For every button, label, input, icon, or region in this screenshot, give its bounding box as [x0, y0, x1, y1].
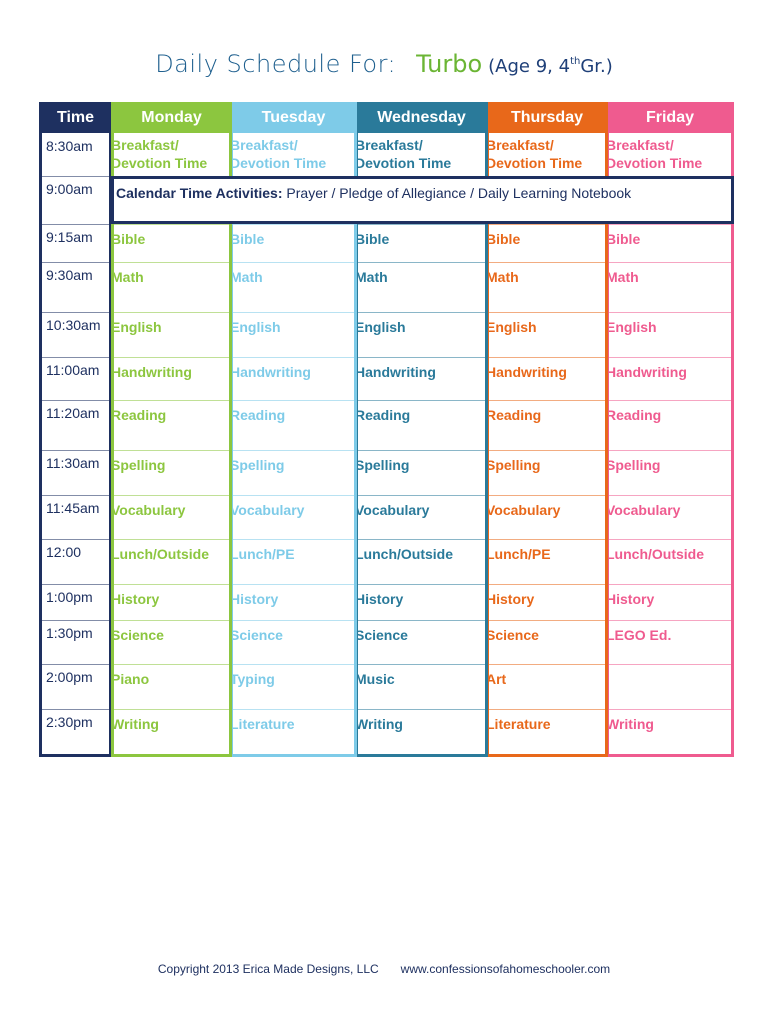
- time-cell: 2:00pm: [46, 669, 93, 685]
- subject-cell-thursday: Handwriting: [486, 364, 567, 380]
- time-cell: 1:00pm: [46, 589, 93, 605]
- breakfast-cell-monday: [111, 136, 207, 172]
- header-monday: Monday: [111, 102, 232, 133]
- row-divider: [358, 620, 485, 621]
- row-divider: [609, 312, 731, 313]
- subject-cell-friday: Bible: [606, 231, 641, 247]
- row-divider: [42, 262, 109, 263]
- row-divider: [42, 224, 109, 225]
- subject-cell-friday: LEGO Ed.: [606, 627, 672, 643]
- row-divider: [114, 312, 229, 313]
- subject-cell-monday: Handwriting: [111, 364, 192, 380]
- row-divider: [114, 584, 229, 585]
- footer: [0, 962, 768, 976]
- row-divider: [114, 450, 229, 451]
- subject-cell-tuesday: Math: [230, 269, 263, 285]
- subject-cell-wednesday: Bible: [355, 231, 390, 247]
- calendar-time-label: Calendar Time Activities:: [116, 185, 283, 201]
- row-divider: [489, 312, 605, 313]
- subject-cell-monday: Piano: [111, 671, 150, 687]
- row-divider: [233, 620, 354, 621]
- title-age: [488, 56, 613, 77]
- footer-copyright: Copyright 2013 Erica Made Designs, LLC: [157, 962, 379, 976]
- subject-cell-thursday: Reading: [486, 407, 542, 423]
- row-divider: [609, 224, 731, 225]
- title-prefix: Daily Schedule For:: [155, 50, 397, 78]
- column-time: [39, 102, 112, 757]
- subject-cell-thursday: Lunch/PE: [486, 546, 551, 562]
- breakfast-cell-thursday: [486, 136, 582, 172]
- row-divider: [114, 709, 229, 710]
- row-divider: [489, 450, 605, 451]
- row-divider: [233, 664, 354, 665]
- row-divider: [609, 620, 731, 621]
- subject-cell-friday: Vocabulary: [606, 502, 681, 518]
- row-divider: [114, 620, 229, 621]
- subject-cell-wednesday: Music: [355, 671, 395, 687]
- subject-cell-thursday: Art: [486, 671, 507, 687]
- page-title: [0, 50, 768, 78]
- time-cell: 11:45am: [46, 500, 100, 516]
- time-cell: 9:15am: [46, 229, 93, 245]
- subject-cell-thursday: English: [486, 319, 537, 335]
- breakfast-line-2: Devotion Time: [606, 155, 703, 171]
- row-divider: [358, 357, 485, 358]
- subject-cell-friday: Writing: [606, 716, 654, 732]
- time-cell: 8:30am: [46, 138, 93, 154]
- subject-cell-thursday: Science: [486, 627, 539, 643]
- row-divider: [42, 176, 109, 177]
- row-divider: [609, 709, 731, 710]
- row-divider: [358, 709, 485, 710]
- subject-cell-wednesday: Writing: [355, 716, 403, 732]
- subject-cell-wednesday: Lunch/Outside: [355, 546, 453, 562]
- row-divider: [489, 400, 605, 401]
- subject-cell-thursday: History: [486, 591, 535, 607]
- subject-cell-monday: English: [111, 319, 162, 335]
- row-divider: [358, 495, 485, 496]
- subject-cell-monday: Lunch/Outside: [111, 546, 209, 562]
- subject-cell-monday: Math: [111, 269, 144, 285]
- header-tuesday: Tuesday: [230, 102, 357, 133]
- title-age-sup: th: [570, 56, 581, 67]
- header-time: Time: [39, 102, 112, 133]
- subject-cell-tuesday: Typing: [230, 671, 275, 687]
- row-divider: [489, 664, 605, 665]
- row-divider: [42, 664, 109, 665]
- footer-website: www.confessionsofahomeschooler.com: [400, 962, 611, 976]
- subject-cell-friday: Reading: [606, 407, 662, 423]
- time-cell: 10:30am: [46, 317, 101, 333]
- time-cell: 2:30pm: [46, 714, 93, 730]
- subject-cell-friday: Lunch/Outside: [606, 546, 704, 562]
- row-divider: [489, 224, 605, 225]
- row-divider: [42, 620, 109, 621]
- row-divider: [233, 357, 354, 358]
- subject-cell-wednesday: History: [355, 591, 404, 607]
- row-divider: [358, 450, 485, 451]
- time-cell: 11:20am: [46, 405, 100, 421]
- subject-cell-monday: Bible: [111, 231, 146, 247]
- row-divider: [609, 495, 731, 496]
- row-divider: [489, 620, 605, 621]
- breakfast-line-1: Breakfast/: [486, 137, 554, 153]
- breakfast-line-2: Devotion Time: [230, 155, 327, 171]
- row-divider: [233, 312, 354, 313]
- row-divider: [489, 709, 605, 710]
- row-divider: [489, 539, 605, 540]
- breakfast-line-2: Devotion Time: [355, 155, 452, 171]
- subject-cell-friday: Handwriting: [606, 364, 687, 380]
- breakfast-line-1: Breakfast/: [606, 137, 674, 153]
- breakfast-cell-tuesday: [230, 136, 326, 172]
- subject-cell-tuesday: Bible: [230, 231, 265, 247]
- subject-cell-wednesday: Spelling: [355, 457, 410, 473]
- subject-cell-wednesday: Science: [355, 627, 408, 643]
- time-cell: 9:00am: [46, 181, 93, 197]
- calendar-time-band: [111, 176, 734, 224]
- schedule-table: [39, 102, 734, 757]
- subject-cell-thursday: Literature: [486, 716, 551, 732]
- row-divider: [609, 262, 731, 263]
- row-divider: [233, 709, 354, 710]
- row-divider: [358, 664, 485, 665]
- breakfast-cell-wednesday: [355, 136, 451, 172]
- row-divider: [233, 450, 354, 451]
- row-divider: [358, 224, 485, 225]
- row-divider: [489, 495, 605, 496]
- subject-cell-thursday: Bible: [486, 231, 521, 247]
- subject-cell-wednesday: Vocabulary: [355, 502, 430, 518]
- row-divider: [233, 262, 354, 263]
- row-divider: [489, 584, 605, 585]
- row-divider: [114, 262, 229, 263]
- breakfast-line-1: Breakfast/: [111, 137, 179, 153]
- subject-cell-tuesday: Lunch/PE: [230, 546, 295, 562]
- calendar-time-text: [116, 185, 631, 201]
- title-age-suffix: Gr.): [580, 56, 613, 77]
- row-divider: [233, 224, 354, 225]
- row-divider: [489, 262, 605, 263]
- breakfast-cell-friday: [606, 136, 702, 172]
- row-divider: [42, 312, 109, 313]
- breakfast-line-1: Breakfast/: [355, 137, 423, 153]
- row-divider: [358, 262, 485, 263]
- subject-cell-friday: History: [606, 591, 655, 607]
- subject-cell-tuesday: Science: [230, 627, 283, 643]
- row-divider: [42, 539, 109, 540]
- subject-cell-monday: Reading: [111, 407, 167, 423]
- title-age-prefix: (Age 9, 4: [488, 56, 571, 77]
- row-divider: [114, 495, 229, 496]
- row-divider: [609, 584, 731, 585]
- time-cell: 11:30am: [46, 455, 100, 471]
- row-divider: [114, 664, 229, 665]
- subject-cell-tuesday: Handwriting: [230, 364, 311, 380]
- row-divider: [42, 357, 109, 358]
- header-thursday: Thursday: [486, 102, 608, 133]
- row-divider: [489, 357, 605, 358]
- header-wednesday: Wednesday: [355, 102, 488, 133]
- subject-cell-monday: Vocabulary: [111, 502, 186, 518]
- row-divider: [42, 584, 109, 585]
- row-divider: [358, 539, 485, 540]
- subject-cell-tuesday: History: [230, 591, 279, 607]
- row-divider: [114, 224, 229, 225]
- subject-cell-wednesday: Math: [355, 269, 388, 285]
- row-divider: [358, 400, 485, 401]
- row-divider: [233, 539, 354, 540]
- subject-cell-monday: Writing: [111, 716, 159, 732]
- time-cell: 11:00am: [46, 362, 100, 378]
- subject-cell-wednesday: Reading: [355, 407, 411, 423]
- row-divider: [609, 664, 731, 665]
- row-divider: [42, 400, 109, 401]
- subject-cell-tuesday: English: [230, 319, 281, 335]
- subject-cell-tuesday: Reading: [230, 407, 286, 423]
- row-divider: [609, 357, 731, 358]
- breakfast-line-2: Devotion Time: [486, 155, 583, 171]
- breakfast-line-1: Breakfast/: [230, 137, 298, 153]
- subject-cell-wednesday: English: [355, 319, 406, 335]
- row-divider: [233, 584, 354, 585]
- row-divider: [609, 539, 731, 540]
- row-divider: [609, 450, 731, 451]
- row-divider: [233, 495, 354, 496]
- row-divider: [42, 450, 109, 451]
- row-divider: [42, 495, 109, 496]
- row-divider: [233, 400, 354, 401]
- breakfast-line-2: Devotion Time: [111, 155, 208, 171]
- subject-cell-monday: History: [111, 591, 160, 607]
- subject-cell-friday: English: [606, 319, 657, 335]
- subject-cell-monday: Science: [111, 627, 164, 643]
- subject-cell-friday: Math: [606, 269, 639, 285]
- row-divider: [114, 539, 229, 540]
- time-cell: 12:00: [46, 544, 82, 560]
- subject-cell-thursday: Spelling: [486, 457, 541, 473]
- time-cell: 1:30pm: [46, 625, 93, 641]
- time-cell: 9:30am: [46, 267, 93, 283]
- subject-cell-tuesday: Vocabulary: [230, 502, 305, 518]
- subject-cell-tuesday: Literature: [230, 716, 295, 732]
- subject-cell-friday: Spelling: [606, 457, 661, 473]
- subject-cell-thursday: Vocabulary: [486, 502, 561, 518]
- row-divider: [358, 312, 485, 313]
- header-friday: Friday: [606, 102, 734, 133]
- subject-cell-wednesday: Handwriting: [355, 364, 436, 380]
- calendar-time-activities: Prayer / Pledge of Allegiance / Daily Learning Notebook: [282, 185, 632, 201]
- row-divider: [609, 400, 731, 401]
- row-divider: [358, 584, 485, 585]
- title-name: Turbo: [416, 50, 483, 78]
- row-divider: [114, 400, 229, 401]
- subject-cell-thursday: Math: [486, 269, 519, 285]
- subject-cell-tuesday: Spelling: [230, 457, 285, 473]
- row-divider: [42, 709, 109, 710]
- row-divider: [114, 357, 229, 358]
- subject-cell-monday: Spelling: [111, 457, 166, 473]
